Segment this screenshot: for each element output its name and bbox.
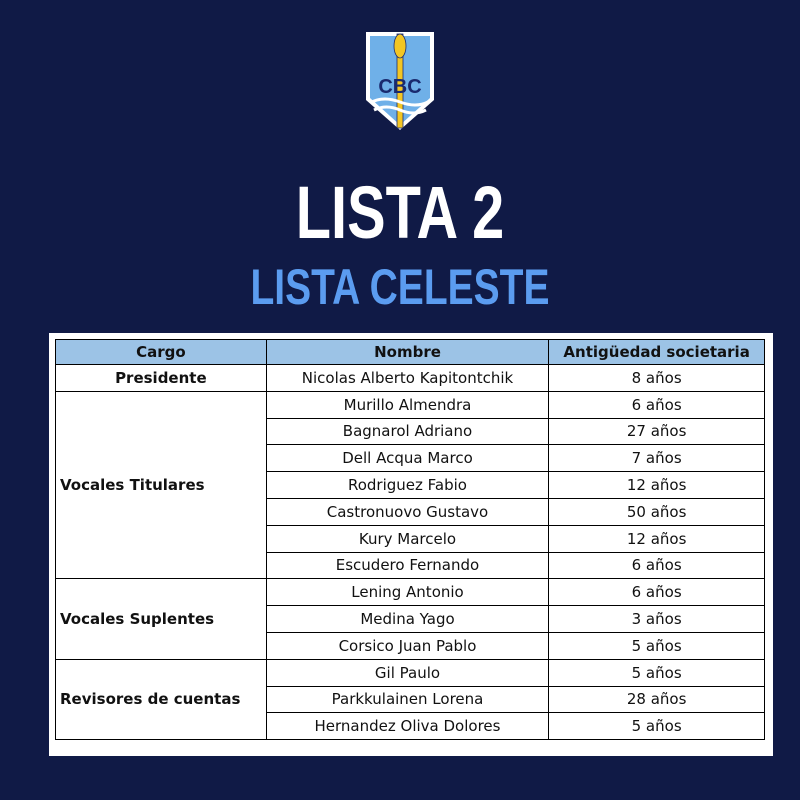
antiguedad-cell: 5 años [549, 632, 765, 659]
nombre-cell: Rodriguez Fabio [266, 472, 549, 499]
nombre-cell: Hernandez Oliva Dolores [266, 713, 549, 740]
antiguedad-cell: 28 años [549, 686, 765, 713]
table-row [56, 365, 765, 392]
antiguedad-cell: 5 años [549, 659, 765, 686]
page-subtitle: LISTA CELESTE [250, 259, 550, 315]
antiguedad-cell: 6 años [549, 391, 765, 418]
antiguedad-cell: 7 años [549, 445, 765, 472]
nombre-cell: Murillo Almendra [266, 391, 549, 418]
table-row [56, 391, 765, 418]
members-table [55, 339, 765, 740]
antiguedad-cell: 12 años [549, 472, 765, 499]
antiguedad-cell: 6 años [549, 579, 765, 606]
nombre-cell: Gil Paulo [266, 659, 549, 686]
antiguedad-cell: 12 años [549, 525, 765, 552]
nombre-cell: Corsico Juan Pablo [266, 632, 549, 659]
cbc-logo [364, 30, 436, 132]
antiguedad-cell: 8 años [549, 365, 765, 392]
antiguedad-cell: 27 años [549, 418, 765, 445]
members-table-card [49, 333, 773, 756]
nombre-cell: Castronuovo Gustavo [266, 498, 549, 525]
antiguedad-cell: 5 años [549, 713, 765, 740]
nombre-cell: Medina Yago [266, 606, 549, 633]
header-antiguedad: Antigüedad societaria [549, 340, 765, 365]
table-row [56, 659, 765, 686]
antiguedad-cell: 50 años [549, 498, 765, 525]
cargo-cell: Vocales Suplentes [56, 579, 267, 659]
nombre-cell: Dell Acqua Marco [266, 445, 549, 472]
nombre-cell: Nicolas Alberto Kapitontchik [266, 365, 549, 392]
header-nombre: Nombre [266, 340, 549, 365]
logo-text: CBC [378, 76, 422, 98]
cargo-cell: Revisores de cuentas [56, 659, 267, 739]
table-row [56, 579, 765, 606]
cargo-cell: Vocales Titulares [56, 391, 267, 579]
nombre-cell: Parkkulainen Lorena [266, 686, 549, 713]
header-cargo: Cargo [56, 340, 267, 365]
nombre-cell: Escudero Fernando [266, 552, 549, 579]
antiguedad-cell: 6 años [549, 552, 765, 579]
nombre-cell: Bagnarol Adriano [266, 418, 549, 445]
antiguedad-cell: 3 años [549, 606, 765, 633]
cargo-cell: Presidente [56, 365, 267, 392]
table-body [56, 365, 765, 740]
nombre-cell: Lening Antonio [266, 579, 549, 606]
table-header-row [56, 340, 765, 365]
nombre-cell: Kury Marcelo [266, 525, 549, 552]
page-title: LISTA 2 [295, 171, 505, 254]
